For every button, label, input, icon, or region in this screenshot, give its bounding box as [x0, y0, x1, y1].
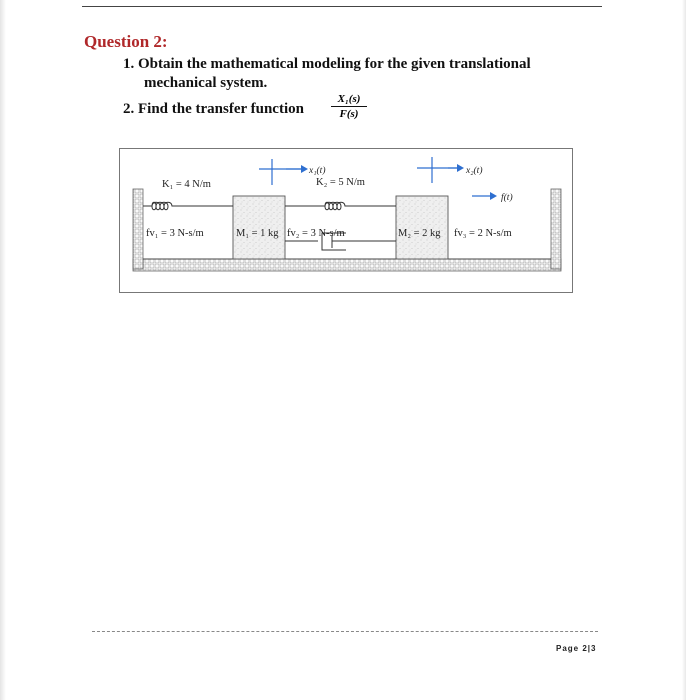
right-wall: [551, 189, 561, 269]
item-1: [123, 55, 531, 74]
footer-rule: [92, 631, 598, 632]
spring-2: [285, 202, 396, 210]
item-2-number: 2.: [123, 101, 135, 117]
item-2-text: Find the transfer function: [138, 101, 304, 117]
item-1-continuation: mechanical system.: [144, 75, 268, 91]
item-1-number: 1.: [123, 56, 135, 72]
x2-displacement-marker: [417, 157, 464, 183]
damper-1-label: fv₁ = 3 N-s/m: [146, 228, 204, 239]
x2-label: x₂(t): [466, 166, 483, 176]
damper-3-label: fv₃ = 2 N-s/m: [454, 228, 512, 239]
item-1-text: Obtain the mathematical modeling for the given translational: [138, 56, 531, 72]
mass-2-label: M₂ = 2 kg: [398, 228, 441, 239]
transfer-function-fraction: [331, 92, 367, 121]
spring-2-label: K₂ = 5 N/m: [316, 177, 365, 188]
question-title: Question 2:: [84, 32, 168, 51]
page-number: Page 2|3: [556, 644, 597, 653]
damper-2-label: fv₂ = 3 N-s/m: [287, 228, 345, 239]
mass-1-label: M₁ = 1 kg: [236, 228, 279, 239]
page-left-shadow: [0, 0, 6, 700]
page-right-shadow: [682, 0, 686, 700]
diagram-drawing: [120, 149, 572, 292]
force-arrow: [472, 192, 497, 200]
item-2: [123, 100, 304, 119]
fraction-denominator: F(s): [339, 108, 359, 120]
x1-displacement-marker: [259, 159, 308, 185]
spring-1-label: K₁ = 4 N/m: [162, 179, 211, 190]
x1-label: x₁(t): [309, 166, 326, 176]
ground-floor: [133, 259, 561, 271]
spring-1: [143, 202, 233, 210]
header-rule: [82, 6, 602, 7]
mechanical-system-diagram: [119, 148, 573, 293]
fraction-numerator: X₁(s): [331, 92, 367, 107]
force-label: f(t): [501, 193, 513, 203]
left-wall: [133, 189, 143, 269]
